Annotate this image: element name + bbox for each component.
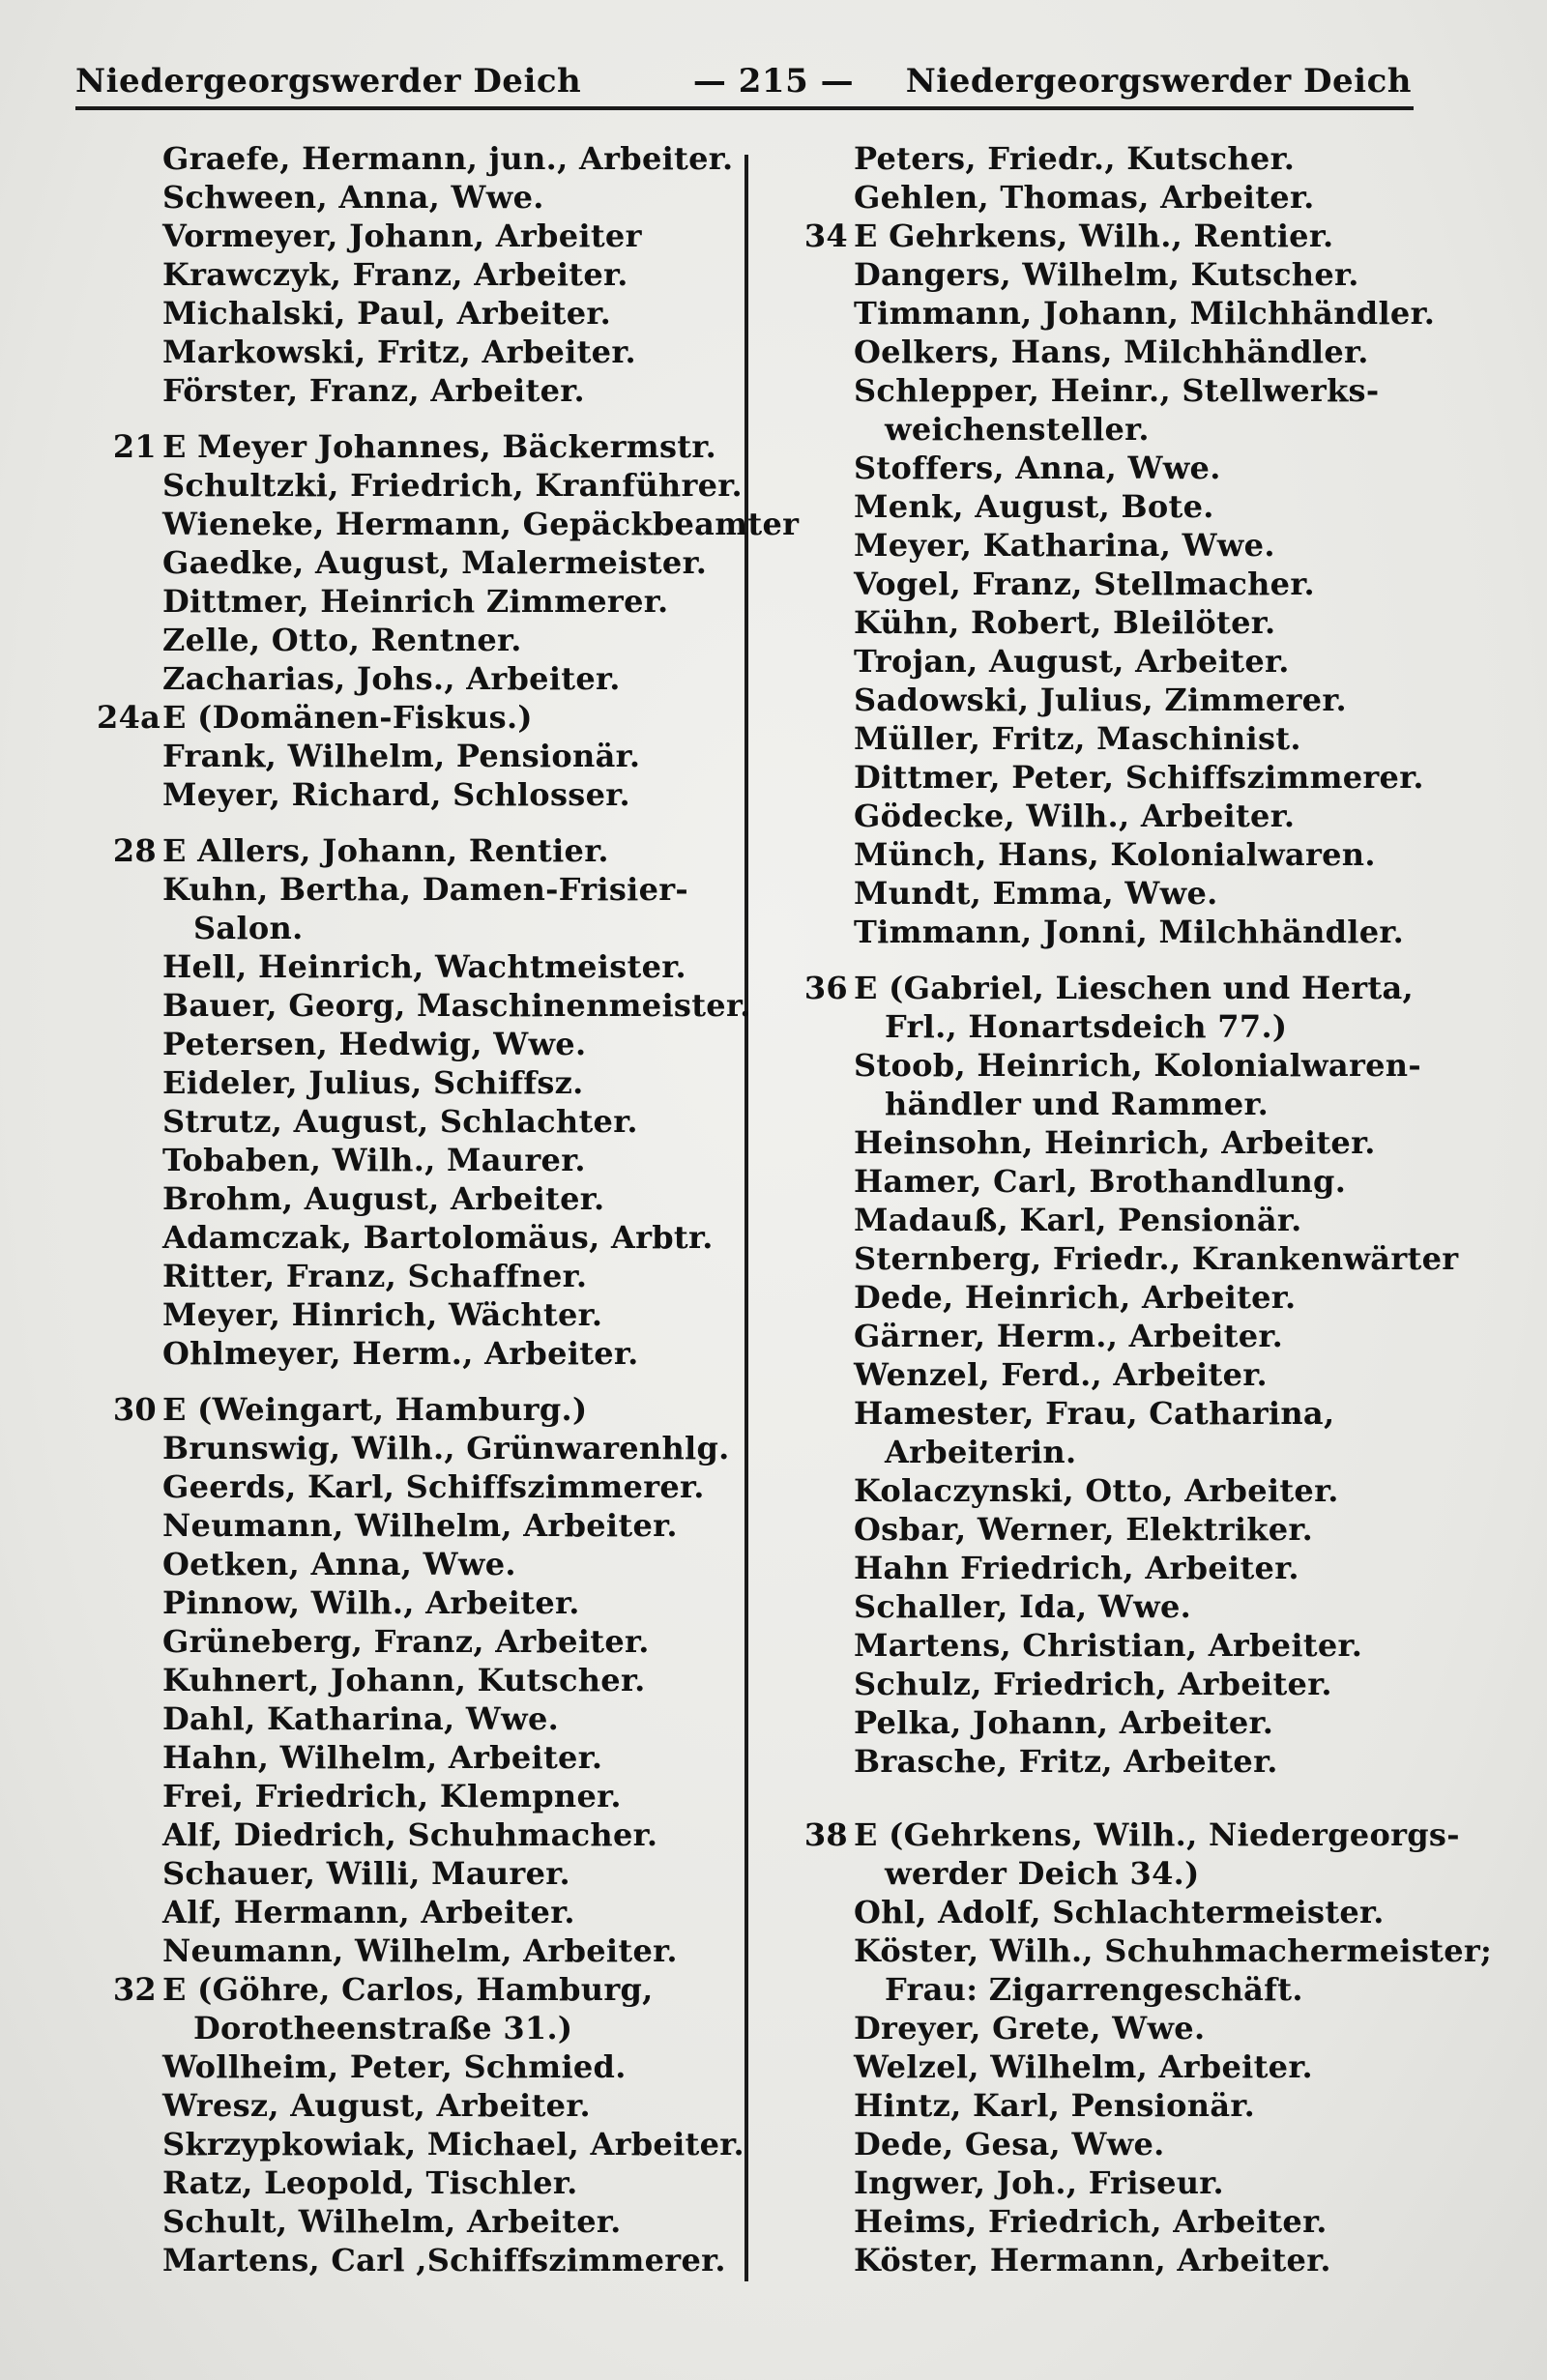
resident-entry: Wollheim, Peter, Schmied. — [162, 2048, 627, 2085]
resident-entry: Mundt, Emma, Wwe. — [854, 875, 1218, 912]
resident-entry: Brunswig, Wilh., Grünwarenhlg. — [162, 1430, 730, 1466]
resident-entry: Schultzki, Friedrich, Kranführer. — [162, 467, 743, 504]
house-entry — [97, 831, 735, 870]
resident-entry: Dahl, Katharina, Wwe. — [162, 1700, 560, 1737]
house-entry — [97, 1970, 735, 2009]
entry-continuation: Frl., Honartsdeich 77.) — [885, 1008, 1288, 1045]
section-gap — [97, 410, 735, 427]
resident-entry: Stoob, Heinrich, Kolonialwaren- — [854, 1047, 1421, 1084]
house-number: 24a — [97, 699, 161, 736]
section-gap — [788, 1798, 1465, 1815]
resident-entry: Dangers, Wilhelm, Kutscher. — [854, 256, 1359, 293]
resident-entry: Brohm, August, Arbeiter. — [162, 1180, 605, 1217]
resident-entry: Köster, Hermann, Arbeiter. — [854, 2242, 1331, 2278]
resident-entry: Alf, Diedrich, Schuhmacher. — [162, 1816, 658, 1853]
house-number: 30 — [112, 1391, 157, 1428]
house-number: 28 — [112, 832, 157, 869]
house-entry — [788, 1815, 1465, 1854]
resident-entry: Ritter, Franz, Schaffner. — [162, 1258, 588, 1294]
resident-entry: Hamester, Frau, Catharina, — [854, 1395, 1335, 1432]
resident-entry: Dede, Heinrich, Arbeiter. — [854, 1279, 1297, 1316]
owner-text: E Allers, Johann, Rentier. — [162, 832, 609, 869]
house-number: 34 — [803, 218, 848, 254]
house-entry — [788, 969, 1465, 1007]
house-entry — [788, 217, 1465, 255]
house-entry — [97, 1390, 735, 1429]
entry-continuation: Frau: Zigarrengeschäft. — [885, 1971, 1303, 2008]
resident-entry: Strutz, August, Schlachter. — [162, 1103, 638, 1140]
resident-entry: Hahn Friedrich, Arbeiter. — [854, 1550, 1299, 1586]
section-gap — [788, 1781, 1465, 1798]
resident-entry: Förster, Franz, Arbeiter. — [162, 372, 585, 409]
house-number: 38 — [803, 1816, 848, 1853]
resident-entry: Dittmer, Peter, Schiffszimmerer. — [854, 759, 1424, 796]
resident-entry: Meyer, Katharina, Wwe. — [854, 527, 1275, 564]
resident-entry: Ohlmeyer, Herm., Arbeiter. — [162, 1335, 639, 1372]
section-gap — [788, 951, 1465, 969]
running-head-left: Niedergeorgswerder Deich — [75, 62, 582, 101]
house-entry — [97, 698, 735, 737]
resident-entry: Dede, Gesa, Wwe. — [854, 2126, 1165, 2162]
resident-entry: Meyer, Hinrich, Wächter. — [162, 1296, 603, 1333]
resident-entry: Petersen, Hedwig, Wwe. — [162, 1026, 587, 1062]
resident-entry: Gödecke, Wilh., Arbeiter. — [854, 798, 1296, 834]
house-number: 36 — [803, 970, 848, 1006]
resident-entry: Skrzypkowiak, Michael, Arbeiter. — [162, 2126, 744, 2162]
entry-continuation: Arbeiterin. — [885, 1434, 1077, 1470]
resident-entry: Sternberg, Friedr., Krankenwärter — [854, 1240, 1459, 1277]
resident-entry: Gaedke, August, Malermeister. — [162, 544, 708, 581]
resident-entry: Hamer, Carl, Brothandlung. — [854, 1163, 1347, 1200]
resident-entry: Sadowski, Julius, Zimmerer. — [854, 682, 1347, 718]
resident-entry: Menk, August, Bote. — [854, 488, 1214, 525]
resident-entry: Welzel, Wilhelm, Arbeiter. — [854, 2048, 1314, 2085]
resident-entry: Alf, Hermann, Arbeiter. — [162, 1894, 575, 1930]
resident-entry: Zacharias, Johs., Arbeiter. — [162, 660, 621, 697]
resident-entry: Schult, Wilhelm, Arbeiter. — [162, 2203, 622, 2240]
resident-entry: Zelle, Otto, Rentner. — [162, 622, 522, 658]
resident-entry: Schween, Anna, Wwe. — [162, 179, 544, 216]
resident-entry: Timmann, Jonni, Milchhändler. — [854, 914, 1405, 950]
resident-entry: Hell, Heinrich, Wachtmeister. — [162, 948, 686, 985]
right-column — [788, 139, 1493, 2279]
resident-entry: Dreyer, Grete, Wwe. — [854, 2010, 1206, 2046]
resident-entry: Gehlen, Thomas, Arbeiter. — [854, 179, 1315, 216]
running-head-right: Niedergeorgswerder Deich — [905, 62, 1412, 101]
resident-entry: Grüneberg, Franz, Arbeiter. — [162, 1623, 650, 1660]
resident-entry: Wenzel, Ferd., Arbeiter. — [854, 1356, 1268, 1393]
resident-entry: Madauß, Karl, Pensionär. — [854, 1202, 1302, 1238]
house-number: 21 — [112, 428, 157, 465]
entry-continuation: Dorotheenstraße 31.) — [193, 2010, 573, 2046]
resident-entry: Schaller, Ida, Wwe. — [854, 1588, 1192, 1625]
entry-continuation: händler und Rammer. — [885, 1086, 1270, 1122]
resident-entry: Markowski, Fritz, Arbeiter. — [162, 334, 636, 370]
resident-entry: Trojan, August, Arbeiter. — [854, 643, 1290, 680]
resident-entry: Müller, Fritz, Maschinist. — [854, 720, 1301, 757]
resident-entry: Hintz, Karl, Pensionär. — [854, 2087, 1256, 2124]
resident-entry: Köster, Wilh., Schuhmachermeister; — [854, 1932, 1493, 1969]
owner-text: E Gehrkens, Wilh., Rentier. — [854, 218, 1334, 254]
resident-entry: Kuhnert, Johann, Kutscher. — [162, 1662, 646, 1698]
resident-entry: Oelkers, Hans, Milchhändler. — [854, 334, 1369, 370]
resident-entry: Michalski, Paul, Arbeiter. — [162, 295, 612, 332]
owner-text: E Meyer Johannes, Bäckermstr. — [162, 428, 717, 465]
house-entry — [97, 427, 735, 466]
resident-entry: Peters, Friedr., Kutscher. — [854, 140, 1296, 177]
resident-entry: Dittmer, Heinrich Zimmerer. — [162, 583, 669, 620]
resident-entry: Martens, Carl ,Schiffszimmerer. — [162, 2242, 726, 2278]
resident-entry: Frei, Friedrich, Klempner. — [162, 1778, 622, 1814]
page-number: — 215 — — [692, 62, 855, 101]
resident-entry: Geerds, Karl, Schiffszimmerer. — [162, 1468, 705, 1505]
resident-entry: Schulz, Friedrich, Arbeiter. — [854, 1666, 1332, 1702]
resident-entry: Vogel, Franz, Stellmacher. — [854, 566, 1316, 602]
owner-text: E (Göhre, Carlos, Hamburg, — [162, 1971, 654, 2008]
entry-continuation: werder Deich 34.) — [885, 1855, 1200, 1892]
resident-entry: Tobaben, Wilh., Maurer. — [162, 1142, 586, 1178]
resident-entry: Neumann, Wilhelm, Arbeiter. — [162, 1507, 678, 1544]
resident-entry: Brasche, Fritz, Arbeiter. — [854, 1743, 1278, 1780]
resident-entry: Osbar, Werner, Elektriker. — [854, 1511, 1314, 1548]
resident-entry: Kühn, Robert, Bleilöter. — [854, 604, 1276, 641]
resident-entry: Vormeyer, Johann, Arbeiter — [162, 218, 642, 254]
resident-entry: Martens, Christian, Arbeiter. — [854, 1627, 1363, 1664]
header-rule — [75, 106, 1414, 110]
left-column — [97, 139, 800, 2279]
resident-entry: Pinnow, Wilh., Arbeiter. — [162, 1584, 580, 1621]
resident-entry: Gärner, Herm., Arbeiter. — [854, 1318, 1284, 1354]
resident-entry: Heinsohn, Heinrich, Arbeiter. — [854, 1124, 1376, 1161]
resident-entry: Graefe, Hermann, jun., Arbeiter. — [162, 140, 734, 177]
section-gap — [97, 1373, 735, 1390]
section-gap — [97, 814, 735, 831]
resident-entry: Schlepper, Heinr., Stellwerks- — [854, 372, 1380, 409]
column-divider — [744, 155, 748, 2281]
resident-entry: Ingwer, Joh., Friseur. — [854, 2164, 1224, 2201]
resident-entry: Bauer, Georg, Maschinenmeister. — [162, 987, 751, 1024]
resident-entry: Wresz, August, Arbeiter. — [162, 2087, 591, 2124]
resident-entry: Neumann, Wilhelm, Arbeiter. — [162, 1932, 678, 1969]
resident-entry: Kolaczynski, Otto, Arbeiter. — [854, 1472, 1339, 1509]
owner-text: E (Domänen-Fiskus.) — [162, 699, 533, 736]
resident-entry: Stoffers, Anna, Wwe. — [854, 450, 1221, 486]
resident-entry: Ratz, Leopold, Tischler. — [162, 2164, 578, 2201]
resident-entry: Oetken, Anna, Wwe. — [162, 1546, 516, 1582]
resident-entry: Timmann, Johann, Milchhändler. — [854, 295, 1436, 332]
resident-entry: Schauer, Willi, Maurer. — [162, 1855, 570, 1892]
resident-entry: Pelka, Johann, Arbeiter. — [854, 1704, 1274, 1741]
owner-text: E (Gabriel, Lieschen und Herta, — [854, 970, 1414, 1006]
resident-entry: Heims, Friedrich, Arbeiter. — [854, 2203, 1328, 2240]
entry-continuation: Salon. — [193, 910, 304, 946]
resident-entry: Kuhn, Bertha, Damen-Frisier- — [162, 871, 689, 908]
resident-entry: Frank, Wilhelm, Pensionär. — [162, 738, 641, 774]
resident-entry: Eideler, Julius, Schiffsz. — [162, 1064, 584, 1101]
resident-entry: Wieneke, Hermann, Gepäckbeamter — [162, 506, 800, 542]
resident-entry: Ohl, Adolf, Schlachtermeister. — [854, 1894, 1385, 1930]
owner-text: E (Weingart, Hamburg.) — [162, 1391, 588, 1428]
entry-continuation: weichensteller. — [885, 411, 1150, 448]
owner-text: E (Gehrkens, Wilh., Niedergeorgs- — [854, 1816, 1460, 1853]
resident-entry: Meyer, Richard, Schlosser. — [162, 776, 630, 813]
house-number: 32 — [112, 1971, 157, 2008]
resident-entry: Adamczak, Bartolomäus, Arbtr. — [162, 1219, 714, 1256]
resident-entry: Münch, Hans, Kolonialwaren. — [854, 836, 1376, 873]
resident-entry: Hahn, Wilhelm, Arbeiter. — [162, 1739, 603, 1776]
resident-entry: Krawczyk, Franz, Arbeiter. — [162, 256, 628, 293]
